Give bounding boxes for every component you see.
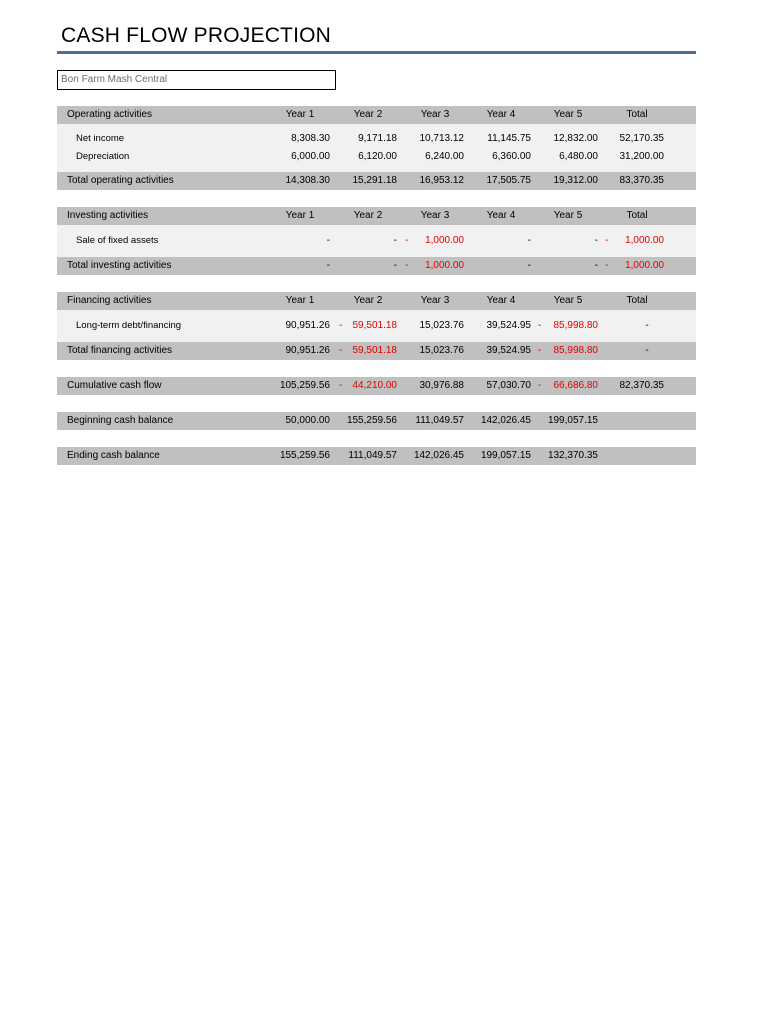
negative-marker: - [538, 345, 542, 356]
table-cell: 6,480.00 [559, 151, 598, 162]
table-cell: 31,200.00 [619, 151, 664, 162]
table-cell: 199,057.15 [547, 415, 598, 426]
table-cell: 132,370.35 [547, 450, 598, 461]
net-income-row [57, 130, 696, 148]
negative-marker: - [339, 320, 343, 331]
title-rule [57, 51, 696, 54]
net-income-label: Net income [76, 133, 125, 144]
table-cell: 16,953.12 [419, 175, 464, 186]
table-cell: 199,057.15 [480, 450, 531, 461]
col-header-year1: Year 1 [285, 109, 315, 120]
table-cell: 111,049.57 [415, 415, 464, 426]
total-operating-label: Total operating activities [67, 175, 174, 186]
table-cell: 19,312.00 [553, 175, 598, 186]
table-cell: - [326, 260, 330, 271]
col-header-year3: Year 3 [420, 109, 450, 120]
table-cell: 1,000.00 [425, 260, 464, 271]
table-cell: - [594, 260, 598, 271]
col-header-year1: Year 1 [285, 210, 315, 221]
table-cell: 44,210.00 [352, 380, 397, 391]
cumulative-cash-flow-row [57, 377, 696, 395]
table-cell: 15,023.76 [419, 345, 464, 356]
operating-header-label: Operating activities [67, 109, 153, 120]
table-cell: 15,023.76 [419, 320, 464, 331]
total-operating-row [57, 172, 696, 190]
negative-marker: - [339, 345, 343, 356]
table-cell: 90,951.26 [285, 345, 330, 356]
operating-header-row [57, 106, 696, 124]
table-cell: 9,171.18 [358, 133, 397, 144]
table-cell: 90,951.26 [285, 320, 330, 331]
table-cell: 6,000.00 [291, 151, 330, 162]
total-investing-row [57, 257, 696, 275]
table-cell: - [594, 235, 598, 246]
negative-marker: - [405, 235, 409, 246]
table-cell: 14,308.30 [285, 175, 330, 186]
beginning-cash-balance-row [57, 412, 696, 430]
total-financing-row [57, 342, 696, 360]
table-cell: - [393, 260, 397, 271]
table-cell: - [393, 235, 397, 246]
table-cell: 15,291.18 [352, 175, 397, 186]
sale-fixed-assets-row [57, 232, 696, 250]
table-cell: 85,998.80 [553, 345, 598, 356]
depreciation-row [57, 148, 696, 166]
cumulative-label: Cumulative cash flow [67, 380, 162, 391]
col-header-year3: Year 3 [420, 210, 450, 221]
col-header-total: Total [626, 109, 648, 120]
table-cell: 6,240.00 [425, 151, 464, 162]
table-cell: 59,501.18 [352, 345, 397, 356]
investing-header-label: Investing activities [67, 210, 149, 221]
depreciation-label: Depreciation [76, 151, 130, 162]
table-cell: 11,145.75 [487, 133, 531, 144]
col-header-year4: Year 4 [486, 109, 516, 120]
negative-marker: - [538, 380, 542, 391]
investing-header-row [57, 207, 696, 225]
table-cell: 85,998.80 [553, 320, 598, 331]
financing-header-row [57, 292, 696, 310]
negative-marker: - [339, 380, 343, 391]
table-cell: 83,370.35 [619, 175, 664, 186]
ending-label: Ending cash balance [67, 450, 160, 461]
negative-marker: - [605, 235, 609, 246]
col-header-year2: Year 2 [353, 109, 383, 120]
col-header-year3: Year 3 [420, 295, 450, 306]
table-cell: 52,170.35 [619, 133, 664, 144]
table-cell: 39,524.95 [486, 320, 531, 331]
col-header-year2: Year 2 [353, 295, 383, 306]
table-cell: 142,026.45 [413, 450, 464, 461]
company-name-text: Bon Farm Mash Central [61, 74, 168, 85]
table-cell: 155,259.56 [279, 450, 330, 461]
table-cell: 50,000.00 [285, 415, 330, 426]
financing-header-label: Financing activities [67, 295, 152, 306]
table-cell: 111,049.57 [348, 450, 397, 461]
long-term-debt-row [57, 317, 696, 335]
table-cell: 1,000.00 [625, 260, 664, 271]
table-cell: 6,360.00 [492, 151, 531, 162]
table-cell: 57,030.70 [486, 380, 531, 391]
beginning-label: Beginning cash balance [67, 415, 174, 426]
col-header-year5: Year 5 [553, 295, 583, 306]
col-header-year5: Year 5 [553, 109, 583, 120]
table-cell: 39,524.95 [486, 345, 531, 356]
sale-fixed-assets-label: Sale of fixed assets [76, 235, 159, 246]
table-cell: 10,713.12 [419, 133, 464, 144]
table-cell: 155,259.56 [346, 415, 397, 426]
negative-marker: - [538, 320, 542, 331]
col-header-year4: Year 4 [486, 210, 516, 221]
table-cell: - [645, 320, 649, 331]
col-header-total: Total [626, 210, 648, 221]
table-cell: 59,501.18 [352, 320, 397, 331]
table-cell: - [527, 235, 531, 246]
table-cell: 1,000.00 [625, 235, 664, 246]
long-term-debt-label: Long-term debt/financing [76, 320, 182, 331]
col-header-year1: Year 1 [285, 295, 315, 306]
negative-marker: - [605, 260, 609, 271]
total-financing-label: Total financing activities [67, 345, 173, 356]
page-title: CASH FLOW PROJECTION [61, 24, 332, 47]
table-cell: 66,686.80 [553, 380, 598, 391]
table-cell: - [326, 235, 330, 246]
total-investing-label: Total investing activities [67, 260, 172, 271]
table-cell: - [527, 260, 531, 271]
company-name-field[interactable] [57, 70, 336, 90]
table-cell: 105,259.56 [279, 380, 330, 391]
table-cell: 1,000.00 [425, 235, 464, 246]
table-cell: 12,832.00 [553, 133, 598, 144]
table-cell: 30,976.88 [419, 380, 464, 391]
col-header-year2: Year 2 [353, 210, 383, 221]
table-cell: - [645, 345, 649, 356]
table-cell: 8,308.30 [291, 133, 330, 144]
col-header-total: Total [626, 295, 648, 306]
col-header-year4: Year 4 [486, 295, 516, 306]
table-cell: 6,120.00 [358, 151, 397, 162]
ending-cash-balance-row [57, 447, 696, 465]
table-cell: 82,370.35 [619, 380, 664, 391]
negative-marker: - [405, 260, 409, 271]
col-header-year5: Year 5 [553, 210, 583, 221]
table-cell: 142,026.45 [480, 415, 531, 426]
table-cell: 17,505.75 [486, 175, 531, 186]
